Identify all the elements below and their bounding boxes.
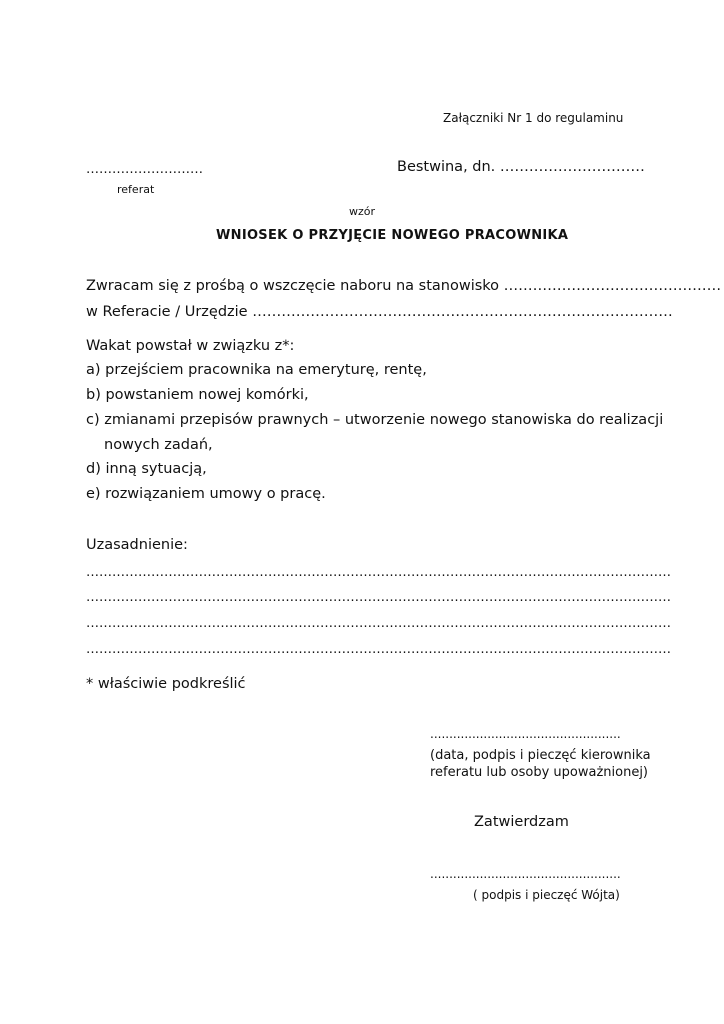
vacancy-option-a: a) przejściem pracownika na emeryturę, rentę, <box>86 362 427 378</box>
approval-signature-caption: ( podpis i pieczęć Wójta) <box>473 888 620 902</box>
referat-dots: ……………………… <box>86 162 203 177</box>
request-line-2: w Referacie / Urzędzie …………………………………………………………………………… <box>86 304 673 320</box>
approval-label: Zatwierdzam <box>474 814 569 830</box>
justification-line-2: ……………………………………………………………………………………………………………………… <box>86 590 671 605</box>
manager-signature-dots: .................................................. <box>430 727 621 741</box>
justification-line-3: ……………………………………………………………………………………………………………………… <box>86 616 671 631</box>
vacancy-option-d: d) inną sytuacją, <box>86 461 207 477</box>
referat-label: referat <box>117 183 155 196</box>
attachment-note: Załączniki Nr 1 do regulaminu <box>443 111 624 125</box>
place-date: Bestwina, dn. ………………………… <box>397 159 645 175</box>
footnote: * właściwie podkreślić <box>86 676 246 692</box>
justification-label: Uzasadnienie: <box>86 537 188 553</box>
document-title: WNIOSEK O PRZYJĘCIE NOWEGO PRACOWNIKA <box>216 228 569 243</box>
manager-signature-caption-2: referatu lub osoby upoważnionej) <box>430 765 648 780</box>
vacancy-option-c: c) zmianami przepisów prawnych – utworzenie nowego stanowiska do realizacji <box>86 412 664 428</box>
request-line-1: Zwracam się z prośbą o wszczęcie naboru na stanowisko ……………………………………… <box>86 278 722 294</box>
vacancy-option-b: b) powstaniem nowej komórki, <box>86 387 309 403</box>
manager-signature-caption-1: (data, podpis i pieczęć kierownika <box>430 748 651 763</box>
justification-line-4: ……………………………………………………………………………………………………………………… <box>86 642 671 657</box>
vacancy-option-c-continued: nowych zadań, <box>104 437 213 453</box>
vacancy-intro: Wakat powstał w związku z*: <box>86 338 295 354</box>
approval-signature-dots: .................................................. <box>430 867 621 881</box>
vacancy-option-e: e) rozwiązaniem umowy o pracę. <box>86 486 326 502</box>
justification-line-1: ……………………………………………………………………………………………………………………… <box>86 565 671 580</box>
pattern-label: wzór <box>349 205 376 218</box>
